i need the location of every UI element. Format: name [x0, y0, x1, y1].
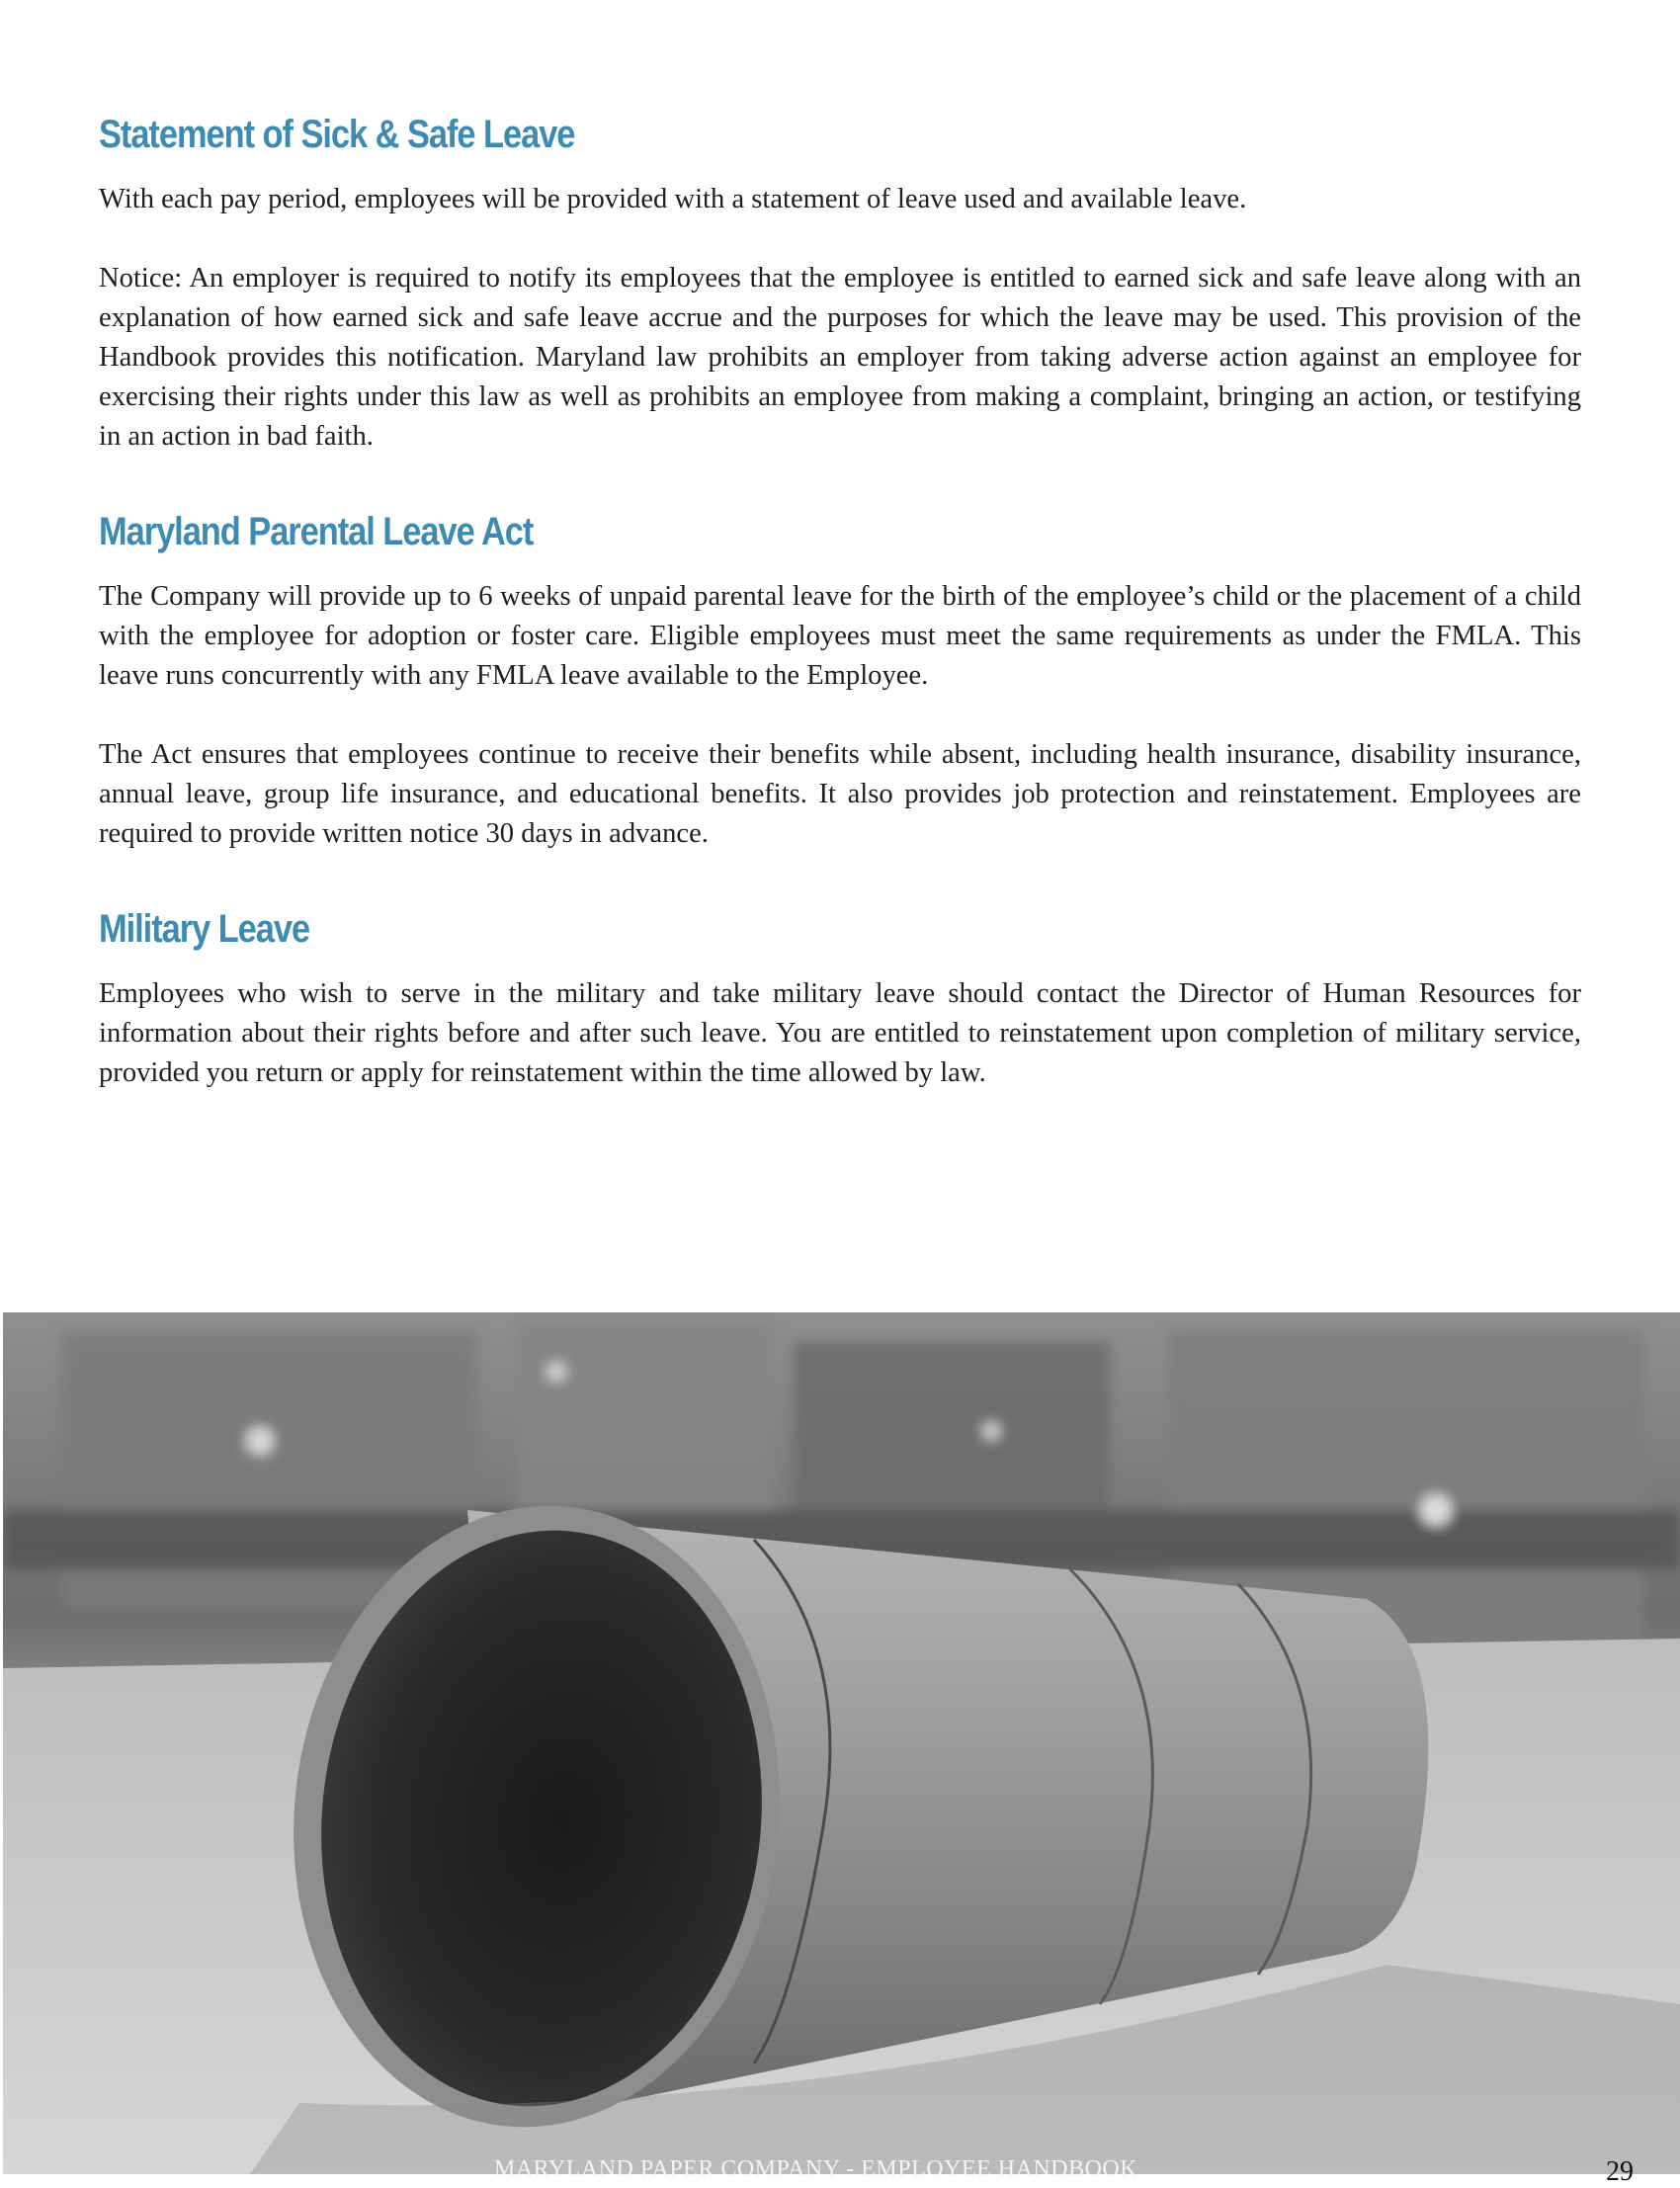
footer-title: MARYLAND PAPER COMPANY - EMPLOYEE HANDBOOK — [494, 2156, 1138, 2182]
page-content — [99, 99, 1581, 1133]
paragraph: Employees who wish to serve in the military and take military leave should contact the Director of Human Resources for information about their rights before and after such leave. You are entitled to reinstatement upon completion of military service, provided you return or apply for reinstatement within the time allowed by law. — [99, 978, 1581, 1088]
section-heading-parental-leave: Maryland Parental Leave Act — [99, 510, 534, 553]
page-number: 29 — [1606, 2156, 1634, 2187]
cardboard-tube-photo — [3, 1312, 1680, 2174]
paragraph: With each pay period, employees will be provided with a statement of leave used and available leave. — [99, 184, 1247, 214]
paragraph: Notice: An employer is required to notify its employees that the employee is entitled to earned sick and safe leave along with an explanation of how earned sick and safe leave accrue and the purposes for which the leave may be used. This provision of the Handbook provides this notification. Maryland law prohibits an employer from taking adverse action against an employee for exercising their rights under this law as well as prohibits an employee from making a complaint, bringing an action, or testifying in an action in bad faith. — [99, 263, 1581, 452]
section-heading-military-leave: Military Leave — [99, 907, 310, 951]
section-heading-sick-safe-leave: Statement of Sick & Safe Leave — [99, 113, 575, 156]
paragraph: The Act ensures that employees continue to receive their benefits while absent, including health insurance, disability insurance, annual leave, group life insurance, and educational benefits. It also provides job protection and reinstatement. Employees are required to provide written notice 30 days in advance. — [99, 739, 1581, 849]
paragraph: The Company will provide up to 6 weeks of unpaid parental leave for the birth of the employee’s child or the placement of a child with the employee for adoption or foster care. Eligible employees must meet the same requirements as under the FMLA. This leave runs concurrently with any FMLA leave available to the Employee. — [99, 581, 1581, 691]
